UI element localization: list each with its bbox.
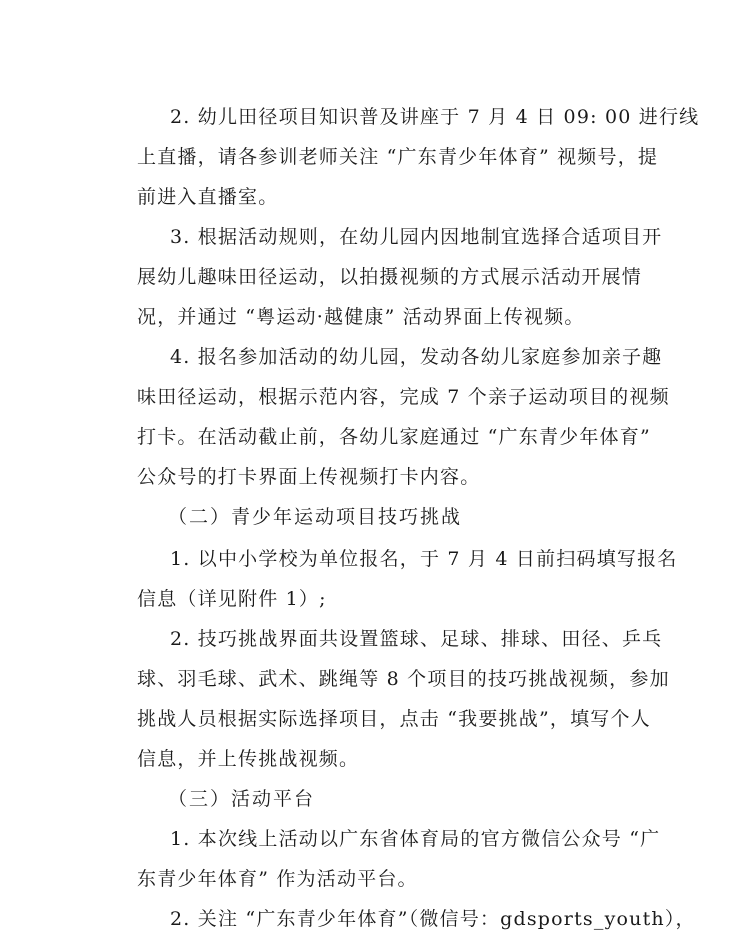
paragraph-line: 球、羽毛球、武术、跳绳等 8 个项目的技巧挑战视频，参加: [137, 668, 670, 690]
paragraph-line: 味田径运动，根据示范内容，完成 7 个亲子运动项目的视频: [137, 386, 670, 408]
paragraph-line: 信息（详见附件 1）;: [137, 588, 327, 610]
paragraph-line: 况，并通过 “粤运动·越健康” 活动界面上传视频。: [137, 306, 585, 328]
section-heading: （二）青少年运动项目技巧挑战: [168, 506, 463, 528]
paragraph-line: 前进入直播室。: [137, 186, 279, 208]
paragraph-line: 打卡。在活动截止前，各幼儿家庭通过 “广东青少年体育”: [137, 426, 651, 448]
paragraph-line: 公众号的打卡界面上传视频打卡内容。: [137, 466, 481, 488]
paragraph-line: 2. 技巧挑战界面共设置篮球、足球、排球、田径、乒乓: [170, 628, 663, 650]
paragraph-line: 4. 报名参加活动的幼儿园，发动各幼儿家庭参加亲子趣: [170, 346, 663, 368]
paragraph-line: 上直播，请各参训老师关注 “广东青少年体育” 视频号，提: [137, 146, 659, 168]
paragraph-line: 展幼儿趣味田径运动，以拍摄视频的方式展示活动开展情: [137, 266, 643, 288]
paragraph-line: 信息，并上传挑战视频。: [137, 748, 360, 770]
paragraph-line: 1. 以中小学校为单位报名，于 7 月 4 日前扫码填写报名: [170, 548, 678, 570]
paragraph-line: 1. 本次线上活动以广东省体育局的官方微信公众号 “广: [170, 828, 661, 850]
paragraph-line: 2. 幼儿田径项目知识普及讲座于 7 月 4 日 09: 00 进行线: [170, 106, 700, 128]
paragraph-line: 2. 关注 “广东青少年体育”（微信号：gdsports_youth），: [170, 908, 696, 930]
paragraph-line: 3. 根据活动规则，在幼儿园内因地制宜选择合适项目开: [170, 226, 663, 248]
paragraph-line: 东青少年体育” 作为活动平台。: [137, 868, 418, 890]
paragraph-line: 挑战人员根据实际选择项目，点击 “我要挑战”，填写个人: [137, 708, 651, 730]
section-heading: （三）活动平台: [168, 788, 316, 810]
